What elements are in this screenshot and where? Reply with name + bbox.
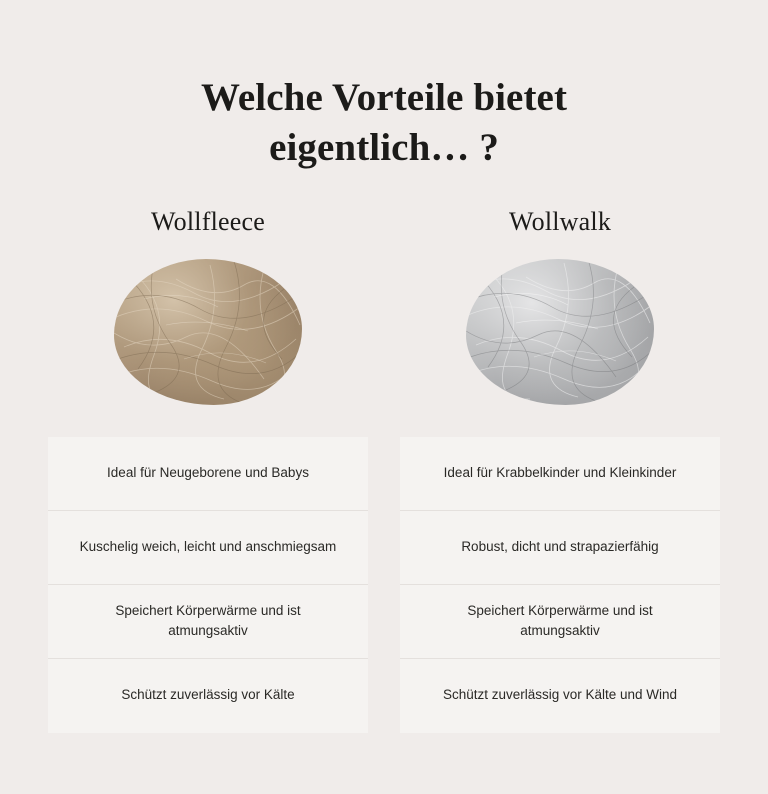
feature-item — [400, 511, 720, 585]
feature-item — [400, 437, 720, 511]
feature-text: Speichert Körperwärme und ist atmungsaktiv — [115, 602, 301, 639]
wool-fiber-texture-icon — [466, 259, 654, 405]
feature-text: Schützt zuverlässig vor Kälte und Wind — [442, 687, 678, 703]
feature-text: Robust, dicht und strapazierfähig — [461, 538, 659, 554]
wool-fiber-texture-icon — [114, 259, 302, 405]
feature-text: Kuschelig weich, leicht und anschmiegsam — [79, 538, 337, 554]
feature-text: Ideal für Neugeborene und Babys — [107, 464, 309, 480]
feature-item — [48, 659, 368, 733]
feature-item — [400, 659, 720, 733]
column-wollwalk — [400, 207, 720, 733]
feature-text: Speichert Körperwärme und ist atmungsaktiv — [467, 602, 653, 639]
wollwalk-swatch — [466, 259, 654, 405]
comparison-infographic — [0, 26, 768, 794]
feature-text: Schützt zuverlässig vor Kälte — [121, 687, 295, 703]
feature-item — [48, 437, 368, 511]
feature-list-wollwalk — [400, 437, 720, 733]
page-title — [0, 26, 768, 173]
comparison-columns — [0, 207, 768, 733]
feature-item — [48, 511, 368, 585]
wollfleece-swatch — [114, 259, 302, 405]
column-title-wollfleece: Wollfleece — [151, 206, 265, 236]
feature-item — [48, 585, 368, 659]
feature-text: Ideal für Krabbelkinder und Kleinkinder — [443, 464, 677, 480]
column-wollfleece — [48, 207, 368, 733]
feature-list-wollfleece — [48, 437, 368, 733]
headline-line-1: Welche Vorteile bietet — [200, 76, 568, 120]
headline-line-2: eigentlich… ? — [269, 126, 499, 170]
feature-item — [400, 585, 720, 659]
column-title-wollwalk: Wollwalk — [508, 206, 612, 236]
